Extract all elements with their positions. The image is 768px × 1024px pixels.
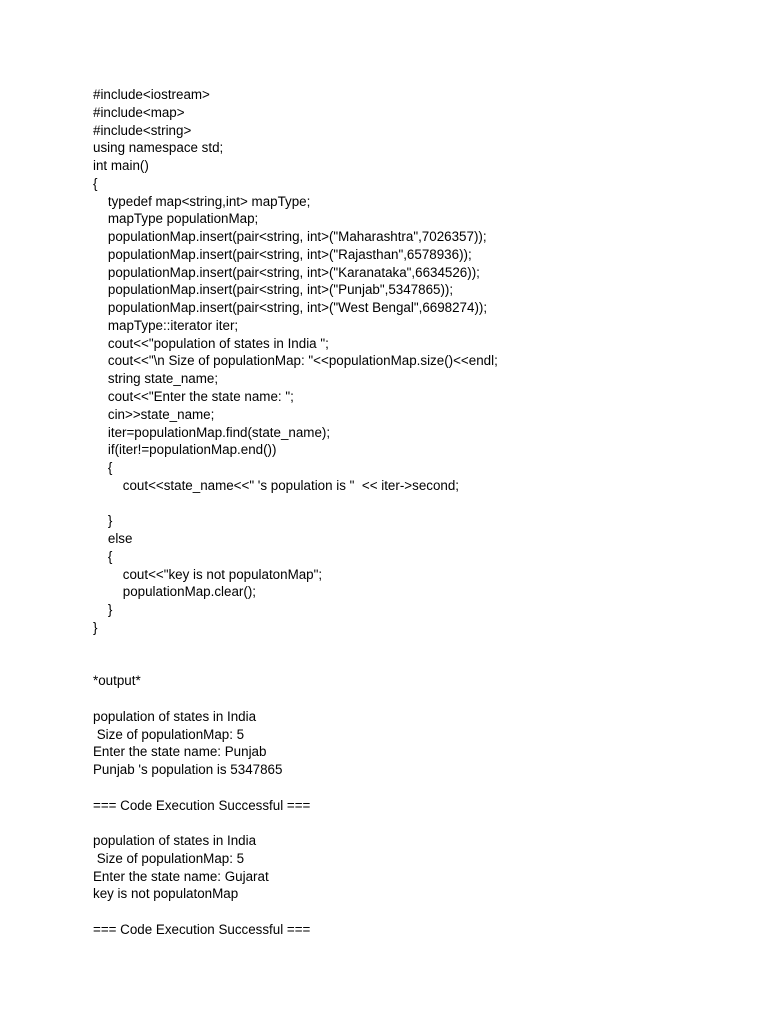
output-line: Punjab 's population is 5347865 [93, 762, 283, 778]
code-line [93, 495, 733, 513]
code-listing [93, 86, 733, 637]
code-line: #include<iostream> [93, 87, 210, 102]
code-line: populationMap.insert(pair<string, int>("Maharashtra",7026357)); [93, 229, 487, 245]
code-line: { [93, 175, 98, 191]
code-line: else [93, 531, 133, 547]
code-line: } [93, 602, 113, 618]
output-line: key is not populatonMap [93, 886, 239, 902]
code-line: cout<<"population of states in India "; [93, 335, 329, 351]
output-line: population of states in India [93, 833, 257, 849]
code-line: cout<<"Enter the state name: "; [93, 389, 294, 405]
code-line: } [93, 619, 98, 635]
code-line: using namespace std; [93, 140, 224, 156]
document-page [93, 86, 733, 939]
code-line: mapType::iterator iter; [93, 317, 239, 333]
code-line: populationMap.clear(); [93, 584, 256, 600]
execution-status: === Code Execution Successful === [93, 921, 311, 937]
code-line: int main() [93, 158, 149, 174]
code-line: cout<<"\n Size of populationMap: "<<populationMap.size()<<endl; [93, 353, 498, 369]
code-line: populationMap.insert(pair<string, int>("Rajasthan",6578936)); [93, 246, 472, 262]
code-line: #include<map> [93, 104, 185, 120]
code-line: typedef map<string,int> mapType; [93, 193, 311, 209]
code-line: populationMap.insert(pair<string, int>("Karanataka",6634526)); [93, 264, 480, 280]
code-line: cout<<"key is not populatonMap"; [93, 566, 323, 582]
code-line: string state_name; [93, 371, 219, 387]
code-line: cout<<state_name<<" 's population is " << iter->second; [93, 477, 460, 493]
output-line: Size of populationMap: 5 [93, 726, 245, 742]
code-line: mapType populationMap; [93, 211, 259, 227]
code-line: } [93, 513, 113, 529]
output-line: Size of populationMap: 5 [93, 850, 245, 866]
code-line: #include<string> [93, 122, 192, 138]
output-run-2 [93, 832, 733, 903]
output-run-1 [93, 708, 733, 779]
output-heading: *output* [93, 673, 141, 689]
code-line: { [93, 548, 113, 564]
output-line: population of states in India [93, 708, 257, 724]
code-line: iter=populationMap.find(state_name); [93, 424, 331, 440]
code-line: populationMap.insert(pair<string, int>("Punjab",5347865)); [93, 282, 454, 298]
output-line: Enter the state name: Punjab [93, 744, 267, 760]
code-line: if(iter!=populationMap.end()) [93, 442, 277, 458]
code-line: populationMap.insert(pair<string, int>("West Bengal",6698274)); [93, 300, 488, 316]
code-line: cin>>state_name; [93, 406, 215, 422]
output-line: Enter the state name: Gujarat [93, 868, 269, 884]
execution-status: === Code Execution Successful === [93, 797, 311, 813]
code-line: { [93, 460, 113, 476]
